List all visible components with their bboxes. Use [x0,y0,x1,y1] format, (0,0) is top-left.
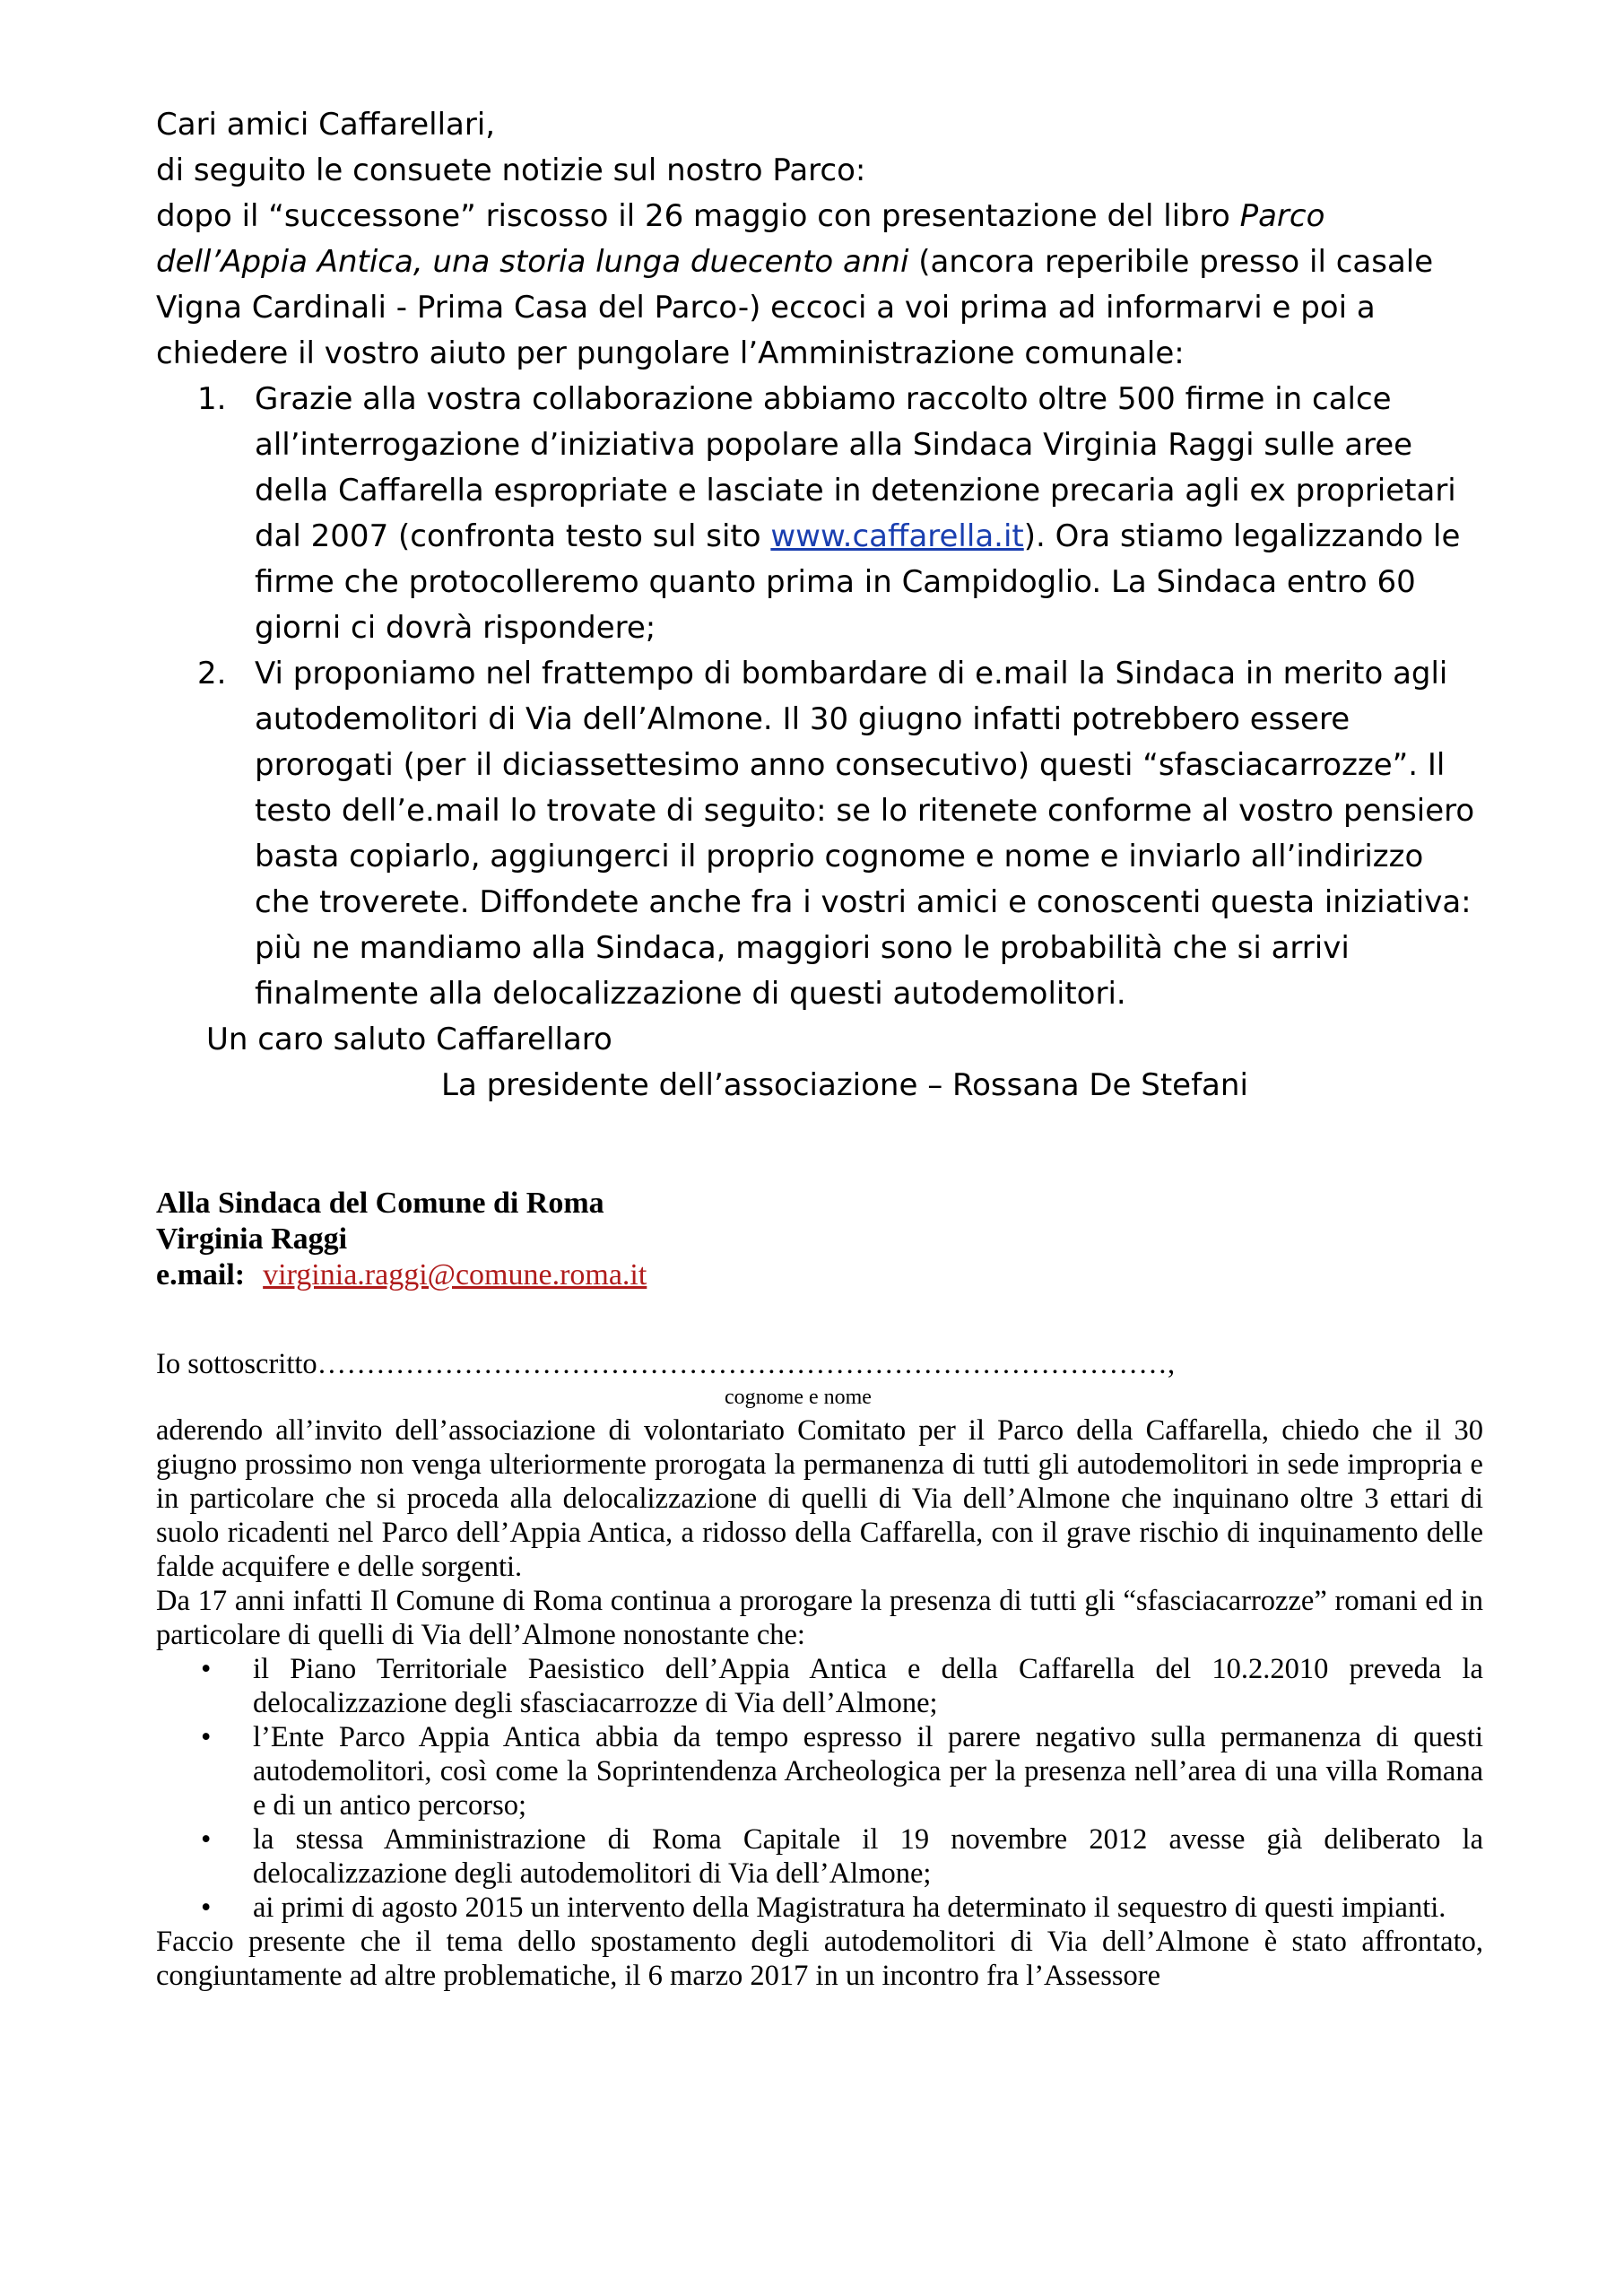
intro-paragraph [156,194,1483,377]
email-line [156,1257,1483,1293]
intro-text-b: (ancora reperibile presso il casale Vigna Cardinali - Prima Casa del Parco-) eccoci a voi prima ad informarvi e poi a chiedere il vostro aiuto per pungolare l’Amministrazione comunale: [156,244,1434,371]
context-paragraph: Da 17 anni infatti Il Comune di Roma continua a prorogare la presenza di tutti gli “sfasciacarrozze” romani ed in particolare di quelli di Via dell’Almone nonostante che: [156,1585,1483,1651]
numbered-list [156,377,1483,1017]
signature: La presidente dell’associazione – Rossana De Stefani [441,1067,1248,1103]
salutation: Cari amici Caffarellari, [156,107,496,143]
bullet-icon: • [201,1823,212,1856]
email-label: e.mail: [156,1258,246,1292]
bullet-icon: • [201,1721,212,1753]
final-paragraph: Faccio presente che il tema dello spostamento degli autodemolitori di Via dell’Almone è stato affrontato, congiuntamente ad altre problematiche, il 6 marzo 2017 in un incontro fra l’Assessore [156,1926,1483,1992]
signatory-line [156,1347,1483,1381]
intro-line: di seguito le consuete notizie sul nostro Parco: [156,152,866,188]
item1-text-a: Grazie alla vostra collaborazione abbiamo raccolto oltre 500 firme in calce all’interrogazione d’iniziativa popolare alla Sindaca Virginia Raggi sulle aree della Caffarella espropriate e lasciate in detenzione precaria agli ex proprietari dal 2007 (confronta testo sul sito [255,381,1456,554]
item1-text-b: ). Ora stiamo legalizzando le firme che protocolleremo quanto prima in Campidoglio. La Sindaca entro 60 giorni ci dovrà rispondere; [255,518,1461,646]
name-fill-dots: ……………………………………………………………………………, [317,1348,1176,1380]
closing: Un caro saluto Caffarellaro [206,1022,612,1057]
mayor-letter [156,1186,1483,1993]
request-paragraph: aderendo all’invito dell’associazione di volontariato Comitato per il Parco della Caffarella, chiedo che il 30 giugno prossimo non venga ulteriormente prorogata la permanenza di tutti gli autodemolitori in sede impropria e in particolare che si proceda alla delocalizzazione di quelli di Via dell’Almone che inquinano oltre 3 ettari di suolo ricadenti nel Parco dell’Appia Antica, a ridosso della Caffarella, con il grave rischio di inquinamento delle falde acquifere e delle sorgenti. [156,1414,1483,1583]
list-item-2 [156,651,1483,1017]
caffarella-link[interactable]: www.caffarella.it [770,518,1024,554]
bullet-text: il Piano Territoriale Paesistico dell’Appia Antica e della Caffarella del 10.2.2010 preveda la delocalizzazione degli sfasciacarrozze di Via dell’Almone; [253,1653,1483,1719]
association-letter [156,102,1483,1109]
list-item [156,1891,1483,1925]
recipient-line-2: Virginia Raggi [156,1222,348,1256]
item2-text: Vi proponiamo nel frattempo di bombardare di e.mail la Sindaca in merito agli autodemolitori di Via dell’Almone. Il 30 giugno infatti potrebbero essere prorogati (per il diciassettesimo anno consecutivo) questi “sfasciacarrozze”. Il testo dell’e.mail lo trovate di seguito: se lo ritenete conforme al vostro pensiero basta copiarlo, aggiungerci il proprio cognome e nome e inviarlo all’indirizzo che troverete. Diffondete anche fra i vostri amici e conoscenti questa iniziativa: più ne mandiamo alla Sindaca, maggiori sono le probabilità che si arrivi finalmente alla delocalizzazione di questi autodemolitori. [255,656,1475,1012]
bullet-icon: • [201,1892,212,1924]
list-item [156,1652,1483,1720]
list-item-1 [156,377,1483,651]
name-caption: cognome e nome [725,1386,872,1409]
bullet-text: la stessa Amministrazione di Roma Capitale il 19 novembre 2012 avesse già deliberato la delocalizzazione degli autodemolitori di Via dell’Almone; [253,1823,1483,1890]
list-item [156,1822,1483,1891]
bullet-list [156,1652,1483,1925]
list-number: 1. [197,381,227,417]
email-link[interactable]: virginia.raggi@comune.roma.it [263,1258,647,1292]
bullet-text: ai primi di agosto 2015 un intervento della Magistratura ha determinato il sequestro di questi impianti. [253,1892,1446,1924]
book-title: Parco dell’Appia Antica, una storia lunga duecento anni [156,198,1325,280]
intro-text-a: dopo il “successone” riscosso il 26 maggio con presentazione del libro [156,198,1240,234]
signatory-label: Io sottoscritto [156,1348,317,1380]
bullet-text: l’Ente Parco Appia Antica abbia da tempo espresso il parere negativo sulla permanenza di questi autodemolitori, così come la Soprintendenza Archeologica per la presenza nell’area di una villa Romana e di un antico percorso; [253,1721,1483,1822]
recipient-line-1: Alla Sindaca del Comune di Roma [156,1187,604,1220]
list-number: 2. [197,656,227,691]
list-item [156,1720,1483,1822]
bullet-icon: • [201,1653,212,1685]
